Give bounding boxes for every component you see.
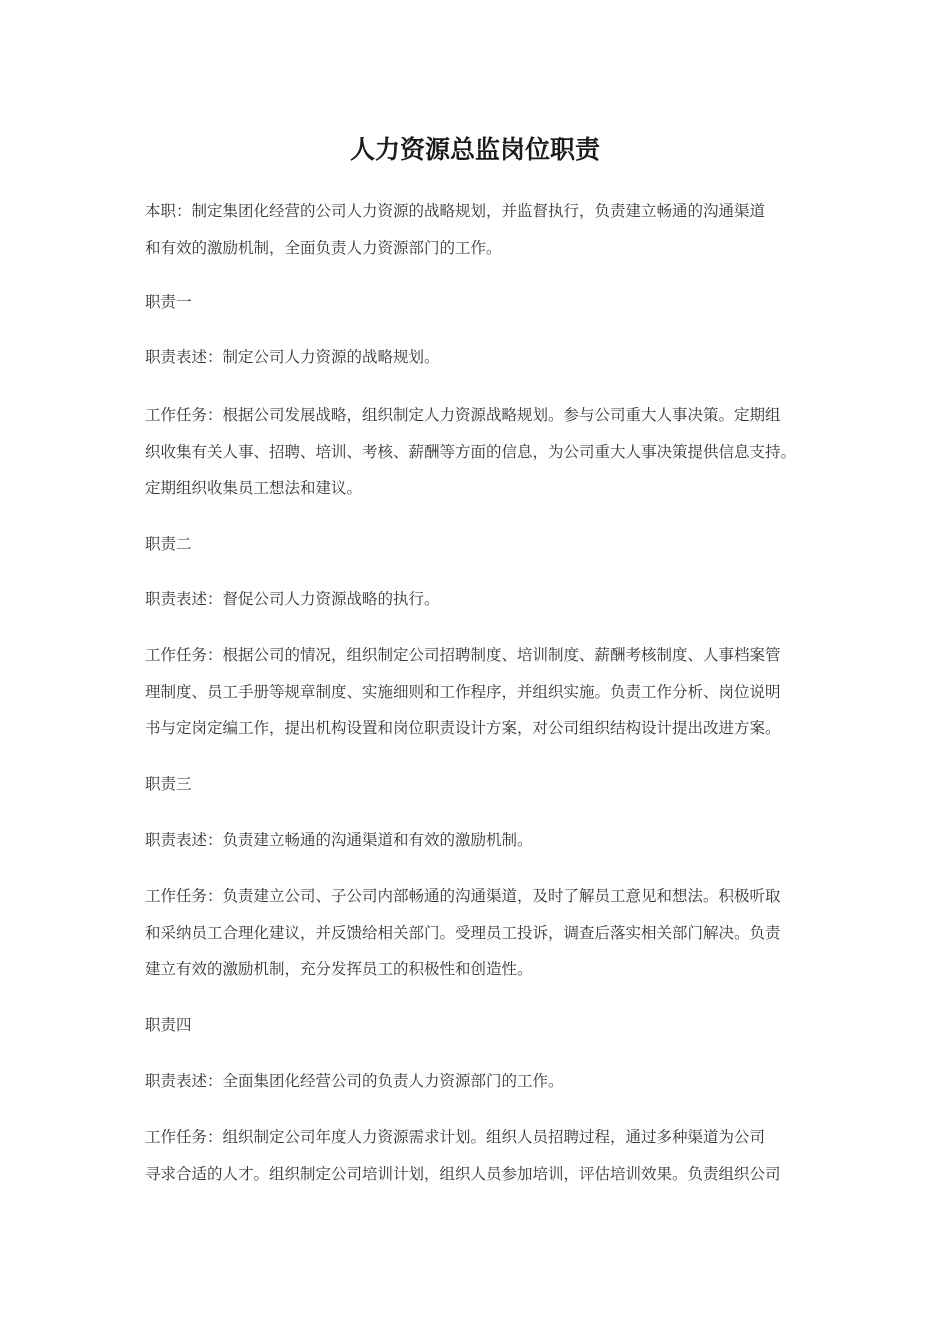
- duty-2-description: 职责表述：督促公司人力资源战略的执行。: [145, 590, 440, 608]
- duty-3-heading: 职责三: [145, 775, 192, 793]
- duty-2-heading: 职责二: [145, 535, 192, 553]
- duty-1-description: 职责表述：制定公司人力资源的战略规划。: [145, 348, 440, 366]
- duty-1-tasks: 工作任务：根据公司发展战略，组织制定人力资源战略规划。参与公司重大人事决策。定期组 织收集有关人事、招聘、培训、考核、薪酬等方面的信息，为公司重大人事决策提供信息支持。 定期组织收集员工想法和建议。: [145, 406, 797, 497]
- duty-3-tasks: 工作任务：负责建立公司、子公司内部畅通的沟通渠道，及时了解员工意见和想法。积极听取 和采纳员工合理化建议，并反馈给相关部门。受理员工投诉，调查后落实相关部门解决。负责 建立有效的激励机制，充分发挥员工的积极性和创造性。: [145, 887, 781, 978]
- duty-4-description: 职责表述：全面集团化经营公司的负责人力资源部门的工作。: [145, 1072, 564, 1090]
- duty-4-tasks: 工作任务：组织制定公司年度人力资源需求计划。组织人员招聘过程，通过多种渠道为公司 寻求合适的人才。组织制定公司培训计划，组织人员参加培训，评估培训效果。负责组织公司: [145, 1128, 781, 1183]
- duty-3-description: 职责表述：负责建立畅通的沟通渠道和有效的激励机制。: [145, 831, 533, 849]
- document-title: 人力资源总监岗位职责: [349, 135, 600, 164]
- duty-1-heading: 职责一: [145, 293, 192, 311]
- duty-4-heading: 职责四: [145, 1016, 192, 1034]
- duty-summary-paragraph: 本职：制定集团化经营的公司人力资源的战略规划，并监督执行，负责建立畅通的沟通渠道 和有效的激励机制，全面负责人力资源部门的工作。: [145, 202, 766, 257]
- duty-2-tasks: 工作任务：根据公司的情况，组织制定公司招聘制度、培训制度、薪酬考核制度、人事档案管 理制度、员工手册等规章制度、实施细则和工作程序，并组织实施。负责工作分析、岗位说明 书与定岗定编工作，提出机构设置和岗位职责设计方案，对公司组织结构设计提出改进方案。: [145, 646, 781, 737]
